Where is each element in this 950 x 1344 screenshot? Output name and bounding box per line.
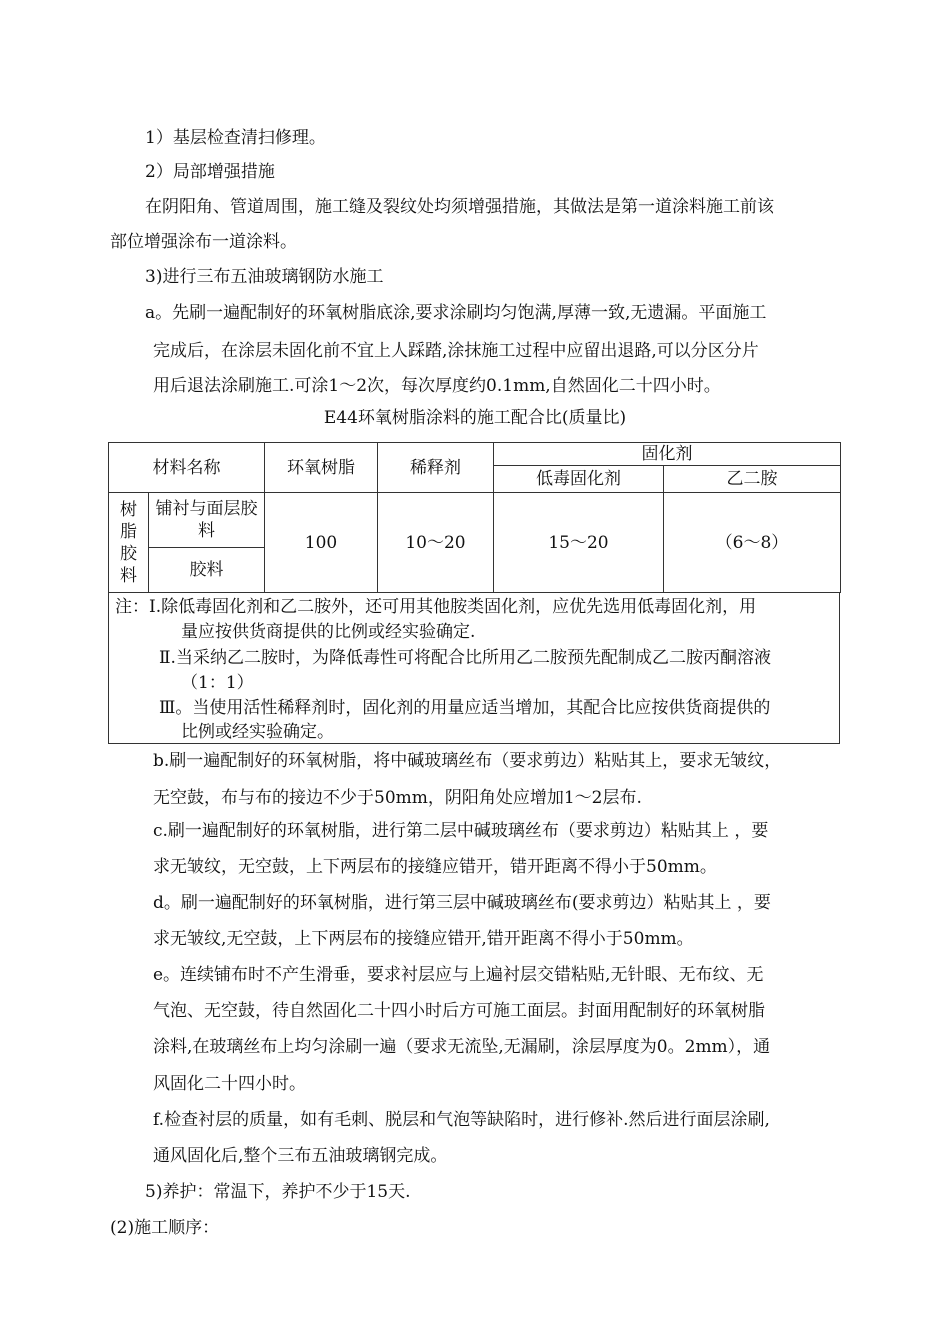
step-b-text: b.刷一遍配制好的环氧树脂，将中碱玻璃丝布（要求剪边）粘贴其上，要求无皱纹， (153, 751, 782, 771)
paragraph-line: 通风固化后,整个三布五油玻璃钢完成。 (153, 1146, 448, 1166)
step-5-curing-text: 5)养护：常温下，养护不少于15天. (145, 1182, 411, 1202)
table-caption: E44环氧树脂涂料的施工配合比(质量比) (323, 408, 627, 428)
step-f-text: f.检查衬层的质量，如有毛刺、脱层和气泡等缺陷时，进行修补.然后进行面层涂刷, (153, 1110, 770, 1130)
header-material-name: 材料名称 (109, 443, 265, 493)
header-diluent: 稀释剂 (378, 443, 494, 493)
paragraph-line: 完成后，在涂层未固化前不宜上人踩踏,涂抹施工过程中应留出退路,可以分区分片 (153, 341, 759, 361)
paragraph-line: 涂料,在玻璃丝布上均匀涂刷一遍（要求无流坠,无漏刷，涂层厚度为0。2mm），通 (153, 1037, 771, 1057)
paragraph-line: 求无皱纹,无空鼓，上下两层布的接缝应错开,错开距离不得小于50mm。 (153, 929, 694, 949)
paragraph-line: 风固化二十四小时。 (153, 1074, 306, 1094)
paragraph-line: 用后退法涂刷施工.可涂1～2次，每次厚度约0.1mm,自然固化二十四小时。 (153, 376, 721, 396)
paragraph-line: 求无皱纹，无空鼓，上下两层布的接缝应错开，错开距离不得小于50mm。 (153, 857, 717, 877)
header-epoxy-resin: 环氧树脂 (265, 443, 378, 493)
row-glue-label: 胶料 (149, 548, 265, 593)
paragraph-line: 无空鼓，布与布的接边不少于50mm，阴阳角处应增加1～2层布. (153, 788, 642, 808)
note-line: （1：1） (181, 673, 254, 693)
paragraph-line: 部位增强涂布一道涂料。 (110, 232, 297, 252)
group-char: 胶 (120, 543, 137, 564)
value-epoxy-resin: 100 (265, 493, 378, 593)
mix-ratio-table (108, 442, 841, 593)
row-lining-glue-label: 铺衬与面层胶料 (149, 493, 265, 548)
note-line: 注：Ⅰ.除低毒固化剂和乙二胺外，还可用其他胺类固化剂，应优先选用低毒固化剂，用 (115, 597, 757, 617)
section-construction-order: (2)施工顺序： (110, 1218, 220, 1238)
step-2-text: 2）局部增强措施 (145, 162, 275, 182)
resin-glue-group-label (109, 493, 149, 593)
header-ethylenediamine: 乙二胺 (664, 466, 841, 493)
note-line: Ⅱ.当采纳乙二胺时，为降低毒性可将配合比所用乙二胺预先配制成乙二胺丙酮溶液 (159, 648, 771, 668)
header-low-toxicity-curing-agent: 低毒固化剂 (494, 466, 664, 493)
paragraph-line: 在阴阳角、管道周围，施工缝及裂纹处均须增强措施，其做法是第一道涂料施工前该 (145, 197, 774, 217)
step-c-text: c.刷一遍配制好的环氧树脂，进行第二层中碱玻璃丝布（要求剪边）粘贴其上 ，要 (153, 821, 769, 841)
paragraph-line: 气泡、无空鼓，待自然固化二十四小时后方可施工面层。封面用配制好的环氧树脂 (153, 1001, 765, 1021)
step-e-text: e。连续铺布时不产生滑垂，要求衬层应与上遍衬层交错粘贴,无针眼、无布纹、无 (153, 965, 764, 985)
value-ethylenediamine: （6～8） (664, 493, 841, 593)
group-char: 脂 (120, 521, 137, 542)
table-notes (108, 593, 840, 744)
note-line: 比例或经实验确定。 (181, 722, 334, 742)
value-low-toxicity-curing-agent: 15～20 (494, 493, 664, 593)
group-char: 料 (120, 565, 137, 586)
note-line: Ⅲ。当使用活性稀释剂时，固化剂的用量应适当增加，其配合比应按供货商提供的 (159, 698, 771, 718)
step-d-text: d。刷一遍配制好的环氧树脂，进行第三层中碱玻璃丝布(要求剪边）粘贴其上 ，要 (153, 893, 771, 913)
paragraph-line: a。先刷一遍配制好的环氧树脂底涂,要求涂刷均匀饱满,厚薄一致,无遗漏。平面施工 (145, 303, 767, 323)
value-diluent: 10～20 (378, 493, 494, 593)
note-line: 量应按供货商提供的比例或经实验确定. (181, 622, 476, 642)
step-1-text: 1）基层检查清扫修理。 (145, 128, 326, 148)
header-curing-agent: 固化剂 (494, 443, 841, 466)
step-3-text: 3)进行三布五油玻璃钢防水施工 (145, 267, 384, 287)
group-char: 树 (120, 499, 137, 520)
